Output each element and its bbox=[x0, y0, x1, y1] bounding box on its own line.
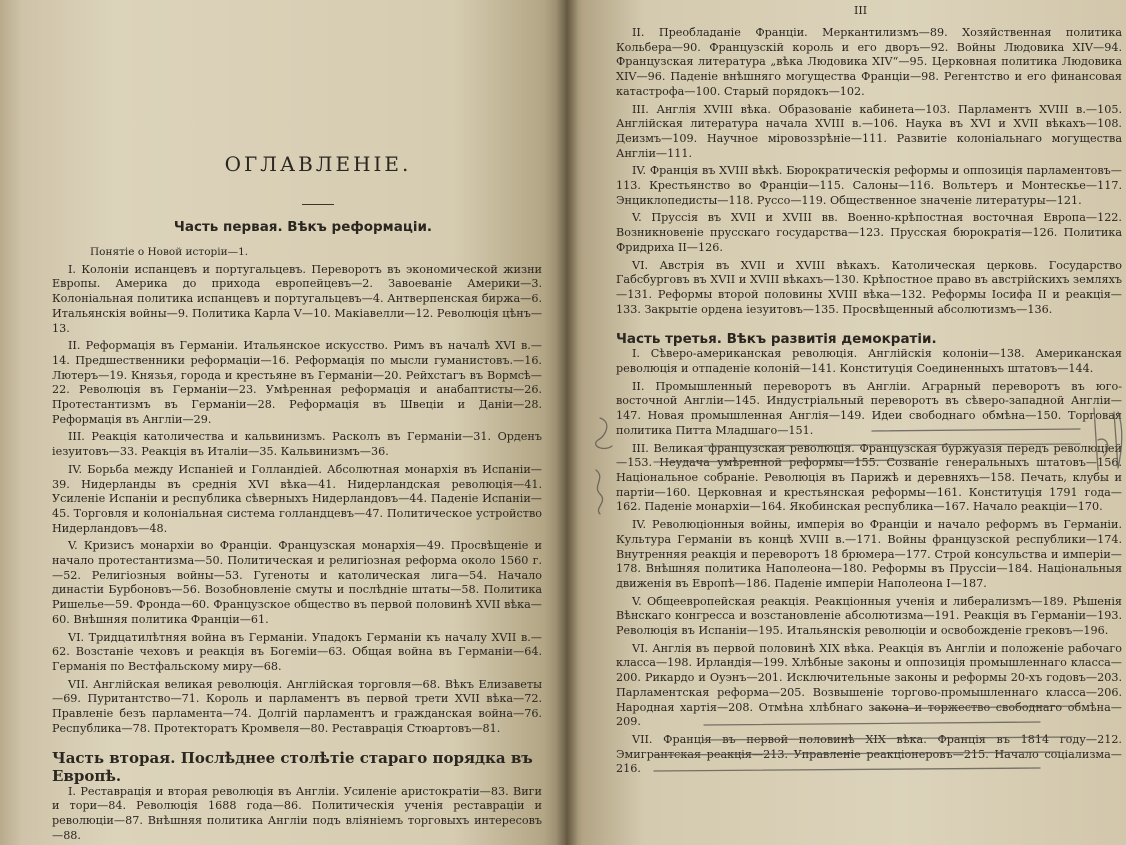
toc-entry: VI. Тридцатилѣтняя война въ Германіи. Упадокъ Германіи къ началу XVII в.—62. Возстаніе чеховъ и реакція въ Богеміи—63. Общая война въ Германіи—64. Германія по Вестфальскому миру—68. bbox=[52, 630, 542, 673]
page-number: III bbox=[854, 4, 868, 17]
part-three-entries bbox=[616, 347, 1122, 777]
toc-entry: V. Пруссія въ XVII и XVIII вв. Военно-крѣпостная восточная Европа—122. Возникновеніе прусскаго государства—123. Прусская бюрократія—126. Политика Фридриха II—126. bbox=[616, 211, 1122, 254]
part-one-entries bbox=[52, 263, 544, 737]
toc-entry: II. Промышленный переворотъ въ Англіи. Аграрный переворотъ въ юго-восточной Англіи—145. Индустріальный переворотъ въ сѣверо-западной Англіи—147. Новая промышленная Англія—149. Идеи свободнаго обмѣна—150. Торговая политика Питта Младшаго—151. bbox=[616, 379, 1122, 437]
toc-entry: VI. Англія въ первой половинѣ XIX вѣка. Реакція въ Англіи и положеніе рабочаго класса—198. Ирландія—199. Хлѣбные законы и оппозиція промышленнаго класса—200. Рикардо и Оуэнъ—201. Исключительные законы и реформы 20-хъ годовъ—203. Парламентская реформа—205. Возвышеніе торгово-промышленнаго класса—206. Народная хартія—208. Отмѣна хлѣбнаго закона и торжество свободнаго обмѣна—209. bbox=[616, 641, 1122, 729]
toc-entry: VII. Англійская великая революція. Англійская торговля—68. Вѣкъ Елизаветы—69. Пуритантство—71. Король и парламентъ въ первой трети XVII вѣка—72. Правленіе безъ парламента—74. Долгій парламентъ и гражданская война—76. Республика—78. Протекторатъ Кромвеля—80. Реставрація Стюартовъ—81. bbox=[52, 677, 542, 735]
toc-entry: V. Общеевропейская реакція. Реакціонныя ученія и либерализмъ—189. Рѣшенія Вѣнскаго конгресса и возстановленіе абсолютизма—191. Реакція въ Германіи—193. Революція въ Испаніи—195. Итальянскія революціи и освобожденіе грековъ—196. bbox=[616, 594, 1122, 638]
toc-entry: IV. Франція въ XVIII вѣкѣ. Бюрократическія реформы и оппозиція парламентовъ—113. Крестьянство во Франціи—115. Салоны—116. Вольтеръ и Монтескье—117. Энциклопедисты—118. Руссо—119. Общественное значеніе литературы—121. bbox=[616, 164, 1122, 207]
toc-entry: IV. Революціонныя войны, имперія во Франціи и начало реформъ въ Германіи. Культура Германіи въ концѣ XVIII в.—171. Войны французской республики—174. Внутренняя реакція и переворотъ 18 брюмера—177. Строй консульства и имперіи—178. Внѣшняя политика Наполеона—180. Реформы въ Пруссіи—184. Національныя движенія въ Европѣ—186. Паденіе имперіи Наполеона I—187. bbox=[616, 518, 1122, 590]
toc-entry: III. Англія XVIII вѣка. Образованіе кабинета—103. Парламентъ XVIII в.—105. Англійская литература начала XVIII в.—106. Наука въ XVI и XVII вѣкахъ—108. Деизмъ—109. Научное міровоззрѣніе—111. Развитіе колоніальнаго могущества Англіи—111. bbox=[616, 102, 1122, 160]
toc-entry: VII. Франція въ первой половинѣ XIX вѣка. Франція въ 1814 году—212. Эмигрантская реакція—213. Управленіе реакціонеровъ—215. Начало соціализма—216. bbox=[616, 732, 1122, 776]
toc-entry: II. Реформація въ Германіи. Итальянское искусство. Римъ въ началѣ XVI в.—14. Предшественники реформаціи—16. Реформація по мысли гуманистовъ.—16. Лютеръ—19. Князья, города и крестьяне въ Германіи—20. Рейхстагъ въ Вормсѣ—22. Революція въ Германіи—23. Умѣренная реформація и анабаптисты—26. Протестантизмъ въ Германіи—28. Реформація въ Швеціи и Даніи—28. Реформація въ Англіи—29. bbox=[52, 339, 542, 426]
toc-entry: II. Преобладаніе Франціи. Меркантилизмъ—89. Хозяйственная политика Кольбера—90. Французскій король и его дворъ—92. Войны Людовика XIV—94. Французская литература „вѣка Людовика XIV“—95. Церковная политика Людовика XIV—96. Паденіе внѣшняго могущества Франціи—98. Регентство и его финансовая катастрофа—100. Старый порядокъ—102. bbox=[616, 26, 1122, 98]
heading-rule bbox=[302, 204, 334, 205]
toc-entry: I. Сѣверо-американская революція. Англійскія колоніи—138. Американская революція и отпаденіе колоній—141. Конституція Соединенныхъ штатовъ—144. bbox=[616, 347, 1122, 376]
part-one-title: Часть первая. Вѣкъ реформаціи. bbox=[173, 219, 433, 235]
toc-intro: Понятіе о Новой исторіи—1. bbox=[90, 246, 249, 258]
toc-entry: III. Великая французская революція. Французская буржуазія передъ революціей—153. Неудача умѣренной реформы—155. Созваніе генеральныхъ штатовъ—156. Національное собраніе. Революція въ Парижѣ и деревняхъ—158. Печать, клубы и партіи—160. Церковная и крестьянская реформы—161. Конституція 1791 года—162. Паденіе монархіи—164. Якобинская республика—167. Начало реакціи—170. bbox=[616, 441, 1122, 514]
toc-entry: VI. Австрія въ XVII и XVIII вѣкахъ. Католическая церковь. Государство Габсбурговъ въ XVII и XVIII вѣкахъ—130. Крѣпостное право въ австрійскихъ земляхъ—131. Реформы второй половины XVIII вѣка—132. Реформы Іосифа II и реакція—133. Закрытіе ордена іезуитовъ—135. Просвѣщенный абсолютизмъ—136. bbox=[616, 258, 1122, 316]
toc-entry: I. Колоніи испанцевъ и португальцевъ. Переворотъ въ экономической жизни Европы. Америка до прихода европейцевъ—2. Завоеваніе Америки—3. Колоніальная политика испанцевъ и португальцевъ—4. Антверпенская биржа—6. Итальянскія войны—9. Политика Карла V—10. Макіавелли—12. Революція цѣнъ—13. bbox=[52, 262, 543, 335]
toc-entry: V. Кризисъ монархіи во Франціи. Французская монархія—49. Просвѣщеніе и начало протестантизма—50. Политическая и религіозная реформа около 1560 г.—52. Религіозныя войны—53. Гугеноты и католическая лига—54. Начало династіи Бурбоновъ—56. Возобновленіе смуты и послѣдніе штаты—58. Политика Ришелье—59. Фронда—60. Французское общество въ первой половинѣ XVII вѣка—60. Внѣшняя политика Франціи—61. bbox=[52, 539, 542, 626]
part-two-title: Часть вторая. Послѣднее столѣтіе стараго порядка въ Европѣ. bbox=[52, 748, 533, 785]
toc-entry: I. Реставрація и вторая революція въ Англіи. Усиленіе аристократіи—83. Виги и тори—84. Революція 1688 года—86. Политическія ученія реставраціи и революціи—87. Внѣшняя политика Англіи подъ вліяніемъ торговыхъ интересовъ—88. bbox=[52, 784, 542, 842]
part-three-title: Часть третья. Вѣкъ развитія демократіи. bbox=[616, 331, 937, 348]
part-two-continued-entries bbox=[616, 26, 1122, 317]
right-page bbox=[566, 0, 1126, 845]
toc-entry: III. Реакція католичества и кальвинизмъ. Расколъ въ Германіи—31. Орденъ іезуитовъ—33. Реакція въ Италіи—35. Кальвинизмъ—36. bbox=[52, 430, 542, 459]
toc-heading: ОГЛАВЛЕНІЕ. bbox=[224, 152, 412, 176]
toc-entry: IV. Борьба между Испаніей и Голландіей. Абсолютная монархія въ Испаніи—39. Нидерланды въ среднія XVI вѣка—41. Нидерландская революція—41. Усиленіе Испаніи и республика сѣверныхъ Нидерландовъ—44. Паденіе Испаніи—45. Торговля и колоніальная система голландцевъ—47. Политическое устройство Нидерландовъ—48. bbox=[52, 462, 542, 535]
